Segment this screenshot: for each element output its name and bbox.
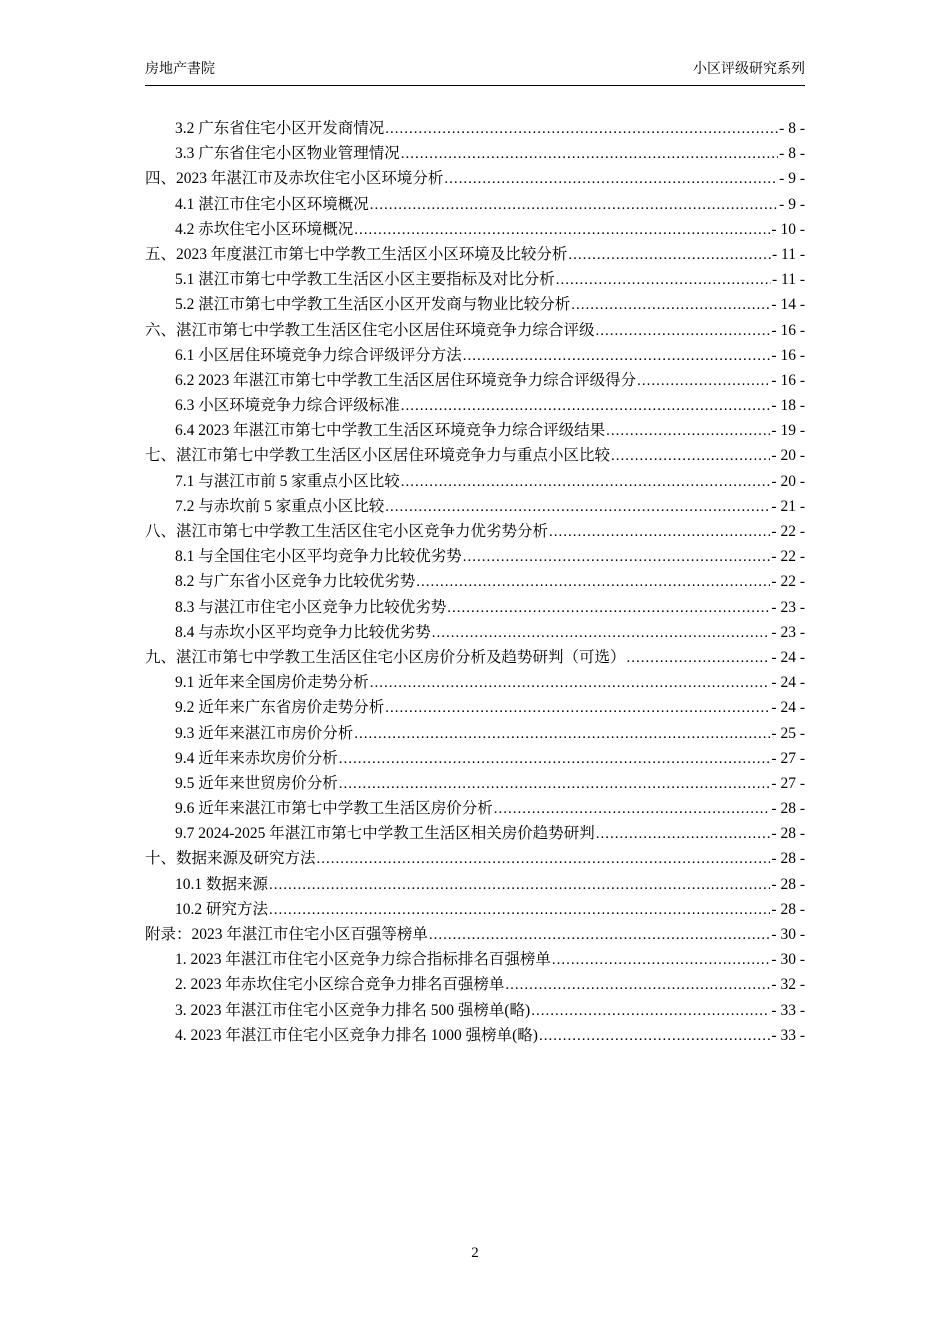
- toc-entry: [145, 947, 805, 972]
- toc-entry-title: 7.2 与赤坎前 5 家重点小区比较: [175, 497, 385, 515]
- toc-entry-title: 七、湛江市第七中学教工生活区小区居住环境竞争力与重点小区比较: [145, 447, 611, 465]
- toc-entry-page-number: - 25 -: [771, 724, 805, 742]
- toc-entry: [145, 343, 805, 368]
- toc-entry: [145, 645, 805, 670]
- toc-entry-title: 9.7 2024-2025 年湛江市第七中学教工生活区相关房价趋势研判: [175, 825, 595, 843]
- toc-entry-title: 九、湛江市第七中学教工生活区住宅小区房价分析及趋势研判（可选）: [145, 648, 626, 666]
- toc-entry: [145, 469, 805, 494]
- toc-dot-leader: [385, 116, 778, 142]
- toc-entry: [145, 192, 805, 217]
- toc-entry: [145, 746, 805, 771]
- toc-entry: [145, 217, 805, 242]
- toc-entry: [145, 721, 805, 746]
- toc-entry-title: 9.1 近年来全国房价走势分析: [175, 674, 369, 692]
- toc-dot-leader: [317, 846, 771, 872]
- toc-dot-leader: [627, 645, 771, 671]
- toc-entry-title: 9.3 近年来湛江市房价分析: [175, 724, 354, 742]
- toc-entry-title: 4.1 湛江市住宅小区环境概况: [175, 195, 369, 213]
- toc-entry-title: 8.4 与赤坎小区平均竞争力比较优劣势: [175, 623, 431, 641]
- toc-entry-title: 3.2 广东省住宅小区开发商情况: [175, 120, 385, 137]
- toc-entry-page-number: - 9 -: [779, 170, 805, 188]
- toc-entry: [145, 242, 805, 267]
- toc-entry: [145, 1023, 805, 1048]
- toc-entry-title: 8.2 与广东省小区竞争力比较优劣势: [175, 573, 416, 591]
- toc-entry-page-number: - 20 -: [771, 472, 805, 490]
- toc-dot-leader: [429, 922, 771, 948]
- toc-entry-title: 1. 2023 年湛江市住宅小区竞争力综合指标排名百强榜单: [175, 951, 551, 969]
- toc-dot-leader: [354, 721, 770, 747]
- toc-entry-title: 10.2 研究方法: [175, 900, 269, 918]
- toc-entry: [145, 569, 805, 594]
- toc-entry-page-number: - 16 -: [771, 321, 805, 339]
- toc-entry-title: 2. 2023 年赤坎住宅小区综合竞争力排名百强榜单: [175, 976, 505, 994]
- toc-entry-title: 7.1 与湛江市前 5 家重点小区比较: [175, 472, 400, 490]
- toc-entry: [145, 922, 805, 947]
- toc-entry: [145, 796, 805, 821]
- toc-entry-page-number: - 24 -: [771, 699, 805, 717]
- toc-entry-page-number: - 16 -: [771, 346, 805, 364]
- toc-dot-leader: [611, 443, 770, 469]
- toc-entry: [145, 821, 805, 846]
- toc-entry-page-number: - 28 -: [771, 875, 805, 893]
- toc-entry-page-number: - 33 -: [771, 1001, 805, 1019]
- toc-entry-page-number: - 16 -: [771, 371, 805, 389]
- toc-entry-page-number: - 14 -: [771, 296, 805, 314]
- toc-dot-leader: [568, 242, 771, 268]
- toc-entry-page-number: - 10 -: [771, 220, 805, 238]
- toc-dot-leader: [494, 796, 771, 822]
- toc-entry-title: 10.1 数据来源: [175, 875, 269, 893]
- toc-entry-page-number: - 27 -: [771, 774, 805, 792]
- toc-dot-leader: [385, 695, 770, 721]
- toc-dot-leader: [505, 972, 770, 998]
- toc-entry-page-number: - 23 -: [771, 623, 805, 641]
- toc-list: [145, 116, 805, 1048]
- toc-entry-page-number: - 22 -: [771, 548, 805, 566]
- toc-dot-leader: [370, 670, 771, 696]
- toc-dot-leader: [269, 872, 770, 898]
- toc-entry-title: 9.6 近年来湛江市第七中学教工生活区房价分析: [175, 800, 493, 818]
- toc-dot-leader: [596, 318, 771, 344]
- toc-entry-title: 5.2 湛江市第七中学教工生活区小区开发商与物业比较分析: [175, 296, 571, 314]
- toc-entry-title: 9.5 近年来世贸房价分析: [175, 774, 338, 792]
- toc-dot-leader: [463, 343, 771, 369]
- header-right-text: 小区评级研究系列: [693, 62, 805, 77]
- toc-entry-page-number: - 22 -: [771, 523, 805, 540]
- toc-entry-page-number: - 9 -: [779, 195, 805, 213]
- toc-entry-title: 6.1 小区居住环境竞争力综合评级评分方法: [175, 346, 462, 364]
- toc-entry-page-number: - 11 -: [772, 271, 805, 289]
- toc-entry-page-number: - 24 -: [771, 648, 805, 666]
- toc-entry-page-number: - 20 -: [771, 447, 805, 465]
- toc-dot-leader: [552, 947, 771, 973]
- toc-entry: [145, 620, 805, 645]
- toc-entry-page-number: - 27 -: [771, 749, 805, 767]
- toc-dot-leader: [637, 368, 770, 394]
- toc-entry-title: 3.3 广东省住宅小区物业管理情况: [175, 145, 400, 163]
- toc-dot-leader: [339, 746, 771, 772]
- toc-entry-page-number: - 8 -: [779, 120, 805, 137]
- toc-entry-page-number: - 28 -: [771, 850, 805, 868]
- toc-dot-leader: [416, 569, 770, 595]
- toc-entry: [145, 972, 805, 997]
- toc-entry-page-number: - 28 -: [771, 825, 805, 843]
- toc-dot-leader: [596, 821, 771, 847]
- toc-entry-title: 4.2 赤坎住宅小区环境概况: [175, 220, 354, 238]
- toc-dot-leader: [444, 166, 778, 192]
- toc-dot-leader: [401, 393, 771, 419]
- toc-entry-title: 六、湛江市第七中学教工生活区住宅小区居住环境竞争力综合评级: [145, 321, 595, 339]
- toc-entry-page-number: - 24 -: [771, 674, 805, 692]
- header-left-text: 房地产書院: [145, 62, 215, 77]
- toc-entry-title: 8.1 与全国住宅小区平均竞争力比较优劣势: [175, 548, 462, 566]
- page-footer: [0, 1245, 950, 1262]
- toc-entry-page-number: - 8 -: [779, 145, 805, 163]
- toc-entry: [145, 494, 805, 519]
- toc-entry-page-number: - 23 -: [771, 598, 805, 616]
- toc-dot-leader: [531, 998, 770, 1024]
- toc-entry-title: 9.2 近年来广东省房价走势分析: [175, 699, 385, 717]
- toc-entry: [145, 670, 805, 695]
- toc-entry-title: 八、湛江市第七中学教工生活区住宅小区竞争力优劣势分析: [145, 523, 549, 540]
- toc-dot-leader: [447, 595, 770, 621]
- toc-entry: [145, 872, 805, 897]
- toc-dot-leader: [549, 519, 770, 545]
- toc-entry-page-number: - 28 -: [771, 800, 805, 818]
- toc-entry-title: 5.1 湛江市第七中学教工生活区小区主要指标及对比分析: [175, 271, 555, 289]
- toc-entry: [145, 846, 805, 871]
- toc-entry-page-number: - 11 -: [772, 245, 805, 263]
- toc-entry: [145, 771, 805, 796]
- toc-entry: [145, 695, 805, 720]
- toc-entry-title: 3. 2023 年湛江市住宅小区竞争力排名 500 强榜单(略): [175, 1001, 531, 1019]
- toc-entry-title: 十、数据来源及研究方法: [145, 850, 316, 868]
- toc-dot-leader: [370, 192, 778, 218]
- toc-entry: [145, 368, 805, 393]
- toc-entry-title: 9.4 近年来赤坎房价分析: [175, 749, 338, 767]
- toc-dot-leader: [463, 544, 771, 570]
- toc-dot-leader: [385, 494, 770, 520]
- toc-dot-leader: [539, 1023, 770, 1049]
- page-header: [145, 58, 805, 86]
- toc-entry-title: 6.4 2023 年湛江市第七中学教工生活区环境竞争力综合评级结果: [175, 422, 606, 440]
- toc-entry: [145, 544, 805, 569]
- toc-entry-title: 6.3 小区环境竞争力综合评级标准: [175, 397, 400, 415]
- toc-entry-title: 4. 2023 年湛江市住宅小区竞争力排名 1000 强榜单(略): [175, 1026, 538, 1044]
- toc-entry-title: 6.2 2023 年湛江市第七中学教工生活区居住环境竞争力综合评级得分: [175, 371, 637, 389]
- toc-entry: [145, 166, 805, 191]
- toc-entry-page-number: - 30 -: [771, 951, 805, 969]
- toc-entry-page-number: - 19 -: [771, 422, 805, 440]
- toc-entry-title: 四、2023 年湛江市及赤坎住宅小区环境分析: [145, 170, 444, 188]
- toc-entry-title: 8.3 与湛江市住宅小区竞争力比较优劣势: [175, 598, 447, 616]
- toc-dot-leader: [432, 620, 771, 646]
- toc-entry: [145, 393, 805, 418]
- toc-dot-leader: [269, 897, 770, 923]
- toc-entry-title: 五、2023 年度湛江市第七中学教工生活区小区环境及比较分析: [145, 245, 568, 263]
- toc-entry: [145, 519, 805, 544]
- toc-entry: [145, 267, 805, 292]
- toc-entry-page-number: - 33 -: [771, 1026, 805, 1044]
- toc-entry-page-number: - 30 -: [771, 926, 805, 943]
- toc-entry-page-number: - 32 -: [771, 976, 805, 994]
- toc-entry-page-number: - 18 -: [771, 397, 805, 415]
- toc-entry: [145, 897, 805, 922]
- toc-dot-leader: [354, 217, 770, 243]
- toc-dot-leader: [571, 292, 770, 318]
- toc-entry: [145, 292, 805, 317]
- toc-entry: [145, 318, 805, 343]
- toc-entry-page-number: - 28 -: [771, 900, 805, 918]
- toc-dot-leader: [556, 267, 771, 293]
- toc-entry-page-number: - 22 -: [771, 573, 805, 591]
- page-number: 2: [471, 1245, 479, 1261]
- toc-entry: [145, 418, 805, 443]
- toc-dot-leader: [401, 141, 778, 167]
- toc-dot-leader: [401, 469, 771, 495]
- toc-dot-leader: [339, 771, 771, 797]
- toc-entry: [145, 141, 805, 166]
- toc-entry-page-number: - 21 -: [771, 497, 805, 515]
- toc-entry: [145, 443, 805, 468]
- toc-entry-title: 附录：2023 年湛江市住宅小区百强等榜单: [145, 926, 428, 943]
- toc-dot-leader: [606, 418, 770, 444]
- toc-entry: [145, 998, 805, 1023]
- toc-entry: [145, 116, 805, 141]
- toc-entry: [145, 595, 805, 620]
